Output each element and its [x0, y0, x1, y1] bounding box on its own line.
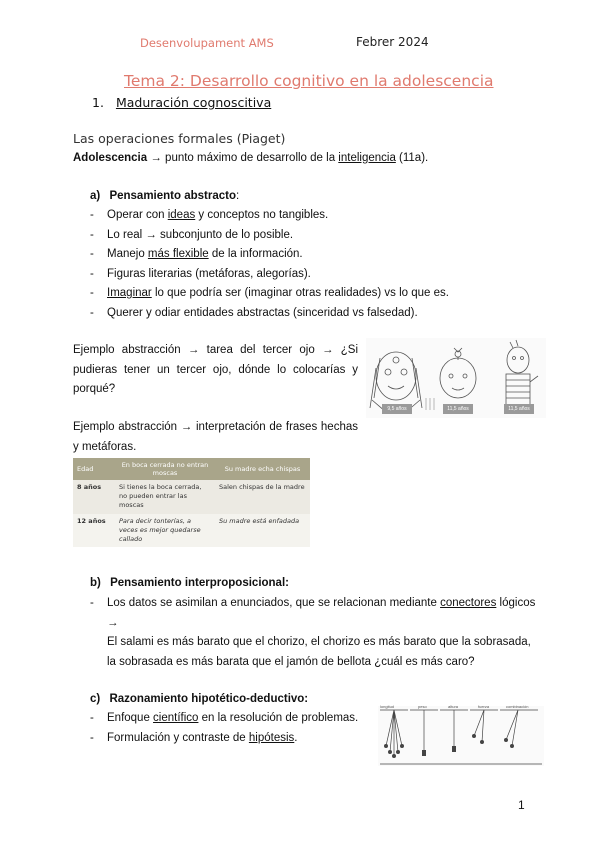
drawing-age-label: 11,5 años — [443, 404, 473, 414]
pendulum-label: longitud — [380, 704, 395, 709]
table-cell: Salen chispas de la madre — [215, 480, 310, 514]
list-item: - Querer y odiar entidades abstractas (sinceridad vs falsedad). — [90, 304, 560, 324]
inteligencia-word: inteligencia — [338, 152, 396, 164]
list-item: - Figuras literarias (metáforas, alegorías). — [90, 265, 560, 285]
pendulum-label: peso — [418, 704, 427, 709]
part-b-example-line: El salami es más barato que el chorizo, el chorizo es más barato que la sobrasada, — [107, 636, 531, 648]
table-header: Su madre echa chispas — [215, 458, 310, 480]
drawing-age-label: 11,5 años — [504, 404, 534, 414]
adolescencia-tail: (11a). — [395, 152, 429, 164]
part-b-title: Pensamiento interproposicional: — [110, 577, 289, 589]
part-a-heading — [90, 187, 239, 206]
pendulum-image — [378, 706, 544, 766]
part-a-list — [90, 206, 560, 323]
list-item: - Lo real → subconjunto de lo posible. — [90, 226, 560, 246]
table-cell: 8 años — [73, 480, 115, 514]
table-row — [73, 514, 310, 547]
list-item: - Manejo más flexible de la información. — [90, 245, 560, 265]
table-cell: 12 años — [73, 514, 115, 547]
arrow: → — [107, 616, 119, 629]
pendulum-label: combinación — [506, 704, 529, 709]
table-cell: Si tienes la boca cerrada, no pueden entrar las moscas — [115, 480, 215, 514]
adolescencia-text: → punto máximo de desarrollo de la — [147, 152, 339, 164]
idioms-table — [73, 458, 310, 547]
adolescencia-line — [73, 149, 428, 168]
table-header: Edad — [73, 458, 115, 480]
section-number: 1. — [92, 95, 104, 110]
part-c-title: Razonamiento hipotético-deductivo: — [109, 693, 309, 705]
header-date: Febrer 2024 — [356, 35, 429, 49]
page-number: 1 — [518, 798, 525, 812]
third-eye-drawings — [366, 338, 546, 418]
part-c-list — [90, 709, 370, 748]
table-row — [73, 480, 310, 514]
part-b-heading — [90, 574, 289, 593]
table-cell: Para decir tonterías, a veces es mejor quedarse callado — [115, 514, 215, 547]
part-b-label: b) — [90, 577, 101, 589]
part-c-label: c) — [90, 693, 101, 705]
list-item: - Los datos se asimilan a enunciados, que se relacionan mediante conectores lógicos → El salami es más barato que el chorizo, el chorizo es más barato que la sobrasada, la sobrasada es más barata que el jamón de bellota ¿cuál es más caro? — [90, 597, 536, 668]
list-item: - Formulación y contraste de hipótesis. — [90, 729, 370, 749]
pendulum-label: altura — [448, 704, 459, 709]
list-item: - Operar con ideas y conceptos no tangibles. — [90, 206, 560, 226]
table-cell: Su madre está enfadada — [215, 514, 310, 547]
part-a-title: Pensamiento abstracto — [109, 190, 236, 202]
pendulum-figure — [378, 706, 544, 766]
drawing-age-label: 9,5 años — [382, 404, 412, 414]
list-item: - Imaginar lo que podría ser (imaginar otras realidades) vs lo que es. — [90, 284, 560, 304]
conectores-word: conectores — [440, 597, 497, 609]
header-left: Desenvolupament AMS — [140, 36, 274, 50]
part-a-colon: : — [235, 190, 240, 202]
part-a-label: a) — [90, 190, 101, 202]
section-label: Maduración cognoscitiva — [115, 95, 272, 110]
example-idioms: Ejemplo abstracción → interpretación de frases hechas y metáforas. — [73, 421, 358, 453]
pendulum-label: fuerza — [478, 704, 490, 709]
example-third-eye: Ejemplo abstracción → tarea del tercer ojo → ¿Si pudieras tener un tercer ojo, dónde lo colocarías y porqué? — [73, 344, 358, 395]
operations-heading: Las operaciones formales (Piaget) — [73, 131, 286, 146]
part-b-body — [90, 594, 540, 672]
table-header-row — [73, 458, 310, 480]
adolescencia-term: Adolescencia — [73, 152, 148, 164]
part-c-heading — [90, 690, 308, 709]
section-heading — [92, 95, 271, 110]
list-item: - Enfoque científico en la resolución de problemas. — [90, 709, 370, 729]
page-title: Tema 2: Desarrollo cognitivo en la adolescencia — [124, 72, 494, 90]
part-b-example-line: la sobrasada es más barata que el jamón de bellota ¿cuál es más caro? — [107, 655, 475, 668]
table-header: En boca cerrada no entran moscas — [115, 458, 215, 480]
